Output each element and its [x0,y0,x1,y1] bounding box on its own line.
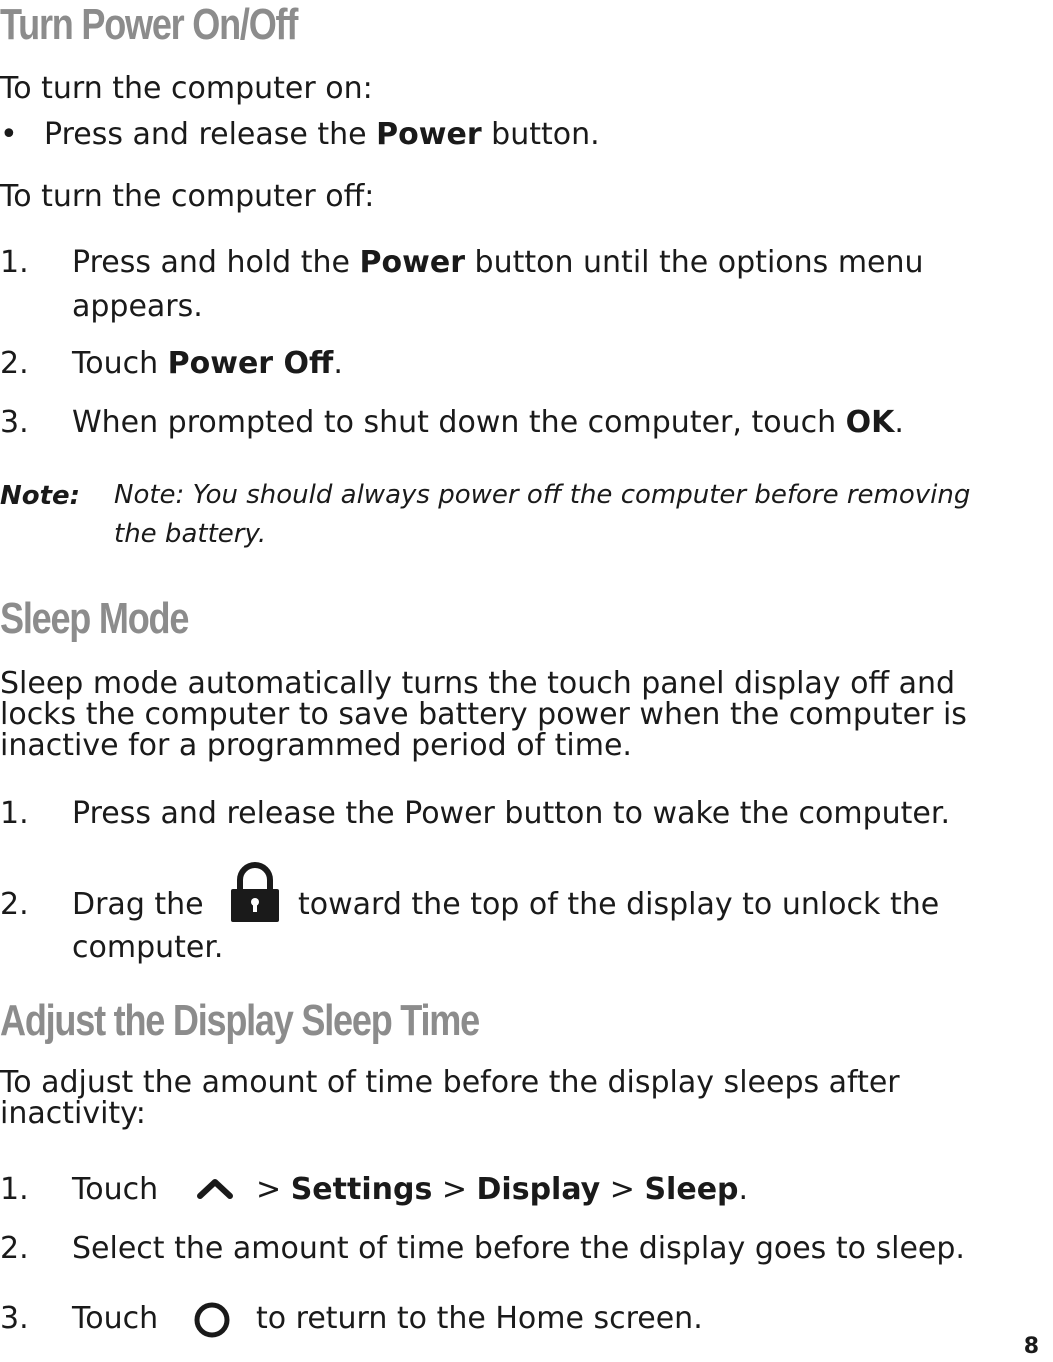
step-post: button until the options menu [465,245,924,280]
step-text: Drag the [72,887,204,922]
step-number: 2. [0,1231,29,1266]
paragraph-line: To adjust the amount of time before the display sleeps after [0,1065,900,1100]
step-text: Press and release the Power button to wake the computer. [72,796,950,831]
path-display: Display [476,1172,601,1207]
step-bold: OK [845,405,895,440]
paragraph-line: inactive for a programmed period of time. [0,728,632,763]
step-number: 1. [0,245,29,280]
paragraph-line: inactivity: [0,1096,146,1131]
step-bold: Power [359,245,465,280]
paragraph-line: locks the computer to save battery power when the computer is [0,697,967,732]
section-heading-sleep: Sleep Mode [0,594,189,643]
adjust-paragraph [0,1067,900,1129]
path-sleep: Sleep [644,1172,739,1207]
step-text [72,345,343,383]
step-text-continued: appears. [72,289,203,324]
power-on-intro: To turn the computer on: [0,71,373,106]
step-post: . [894,405,904,440]
step-number: 1. [0,796,29,831]
paragraph-line: Sleep mode automatically turns the touch panel display off and [0,666,956,701]
step-pre: Touch [72,346,168,381]
note-text: Note: You should always power off the computer before removing [114,480,971,510]
menu-path [256,1171,748,1209]
step-pre: When prompted to shut down the computer, touch [72,405,846,440]
lock-icon [228,862,282,924]
page-number: 8 [1023,1334,1039,1359]
bullet-item [0,116,600,154]
step-text [72,244,924,282]
home-circle-icon [192,1300,232,1340]
note-text-continued: the battery. [114,519,267,549]
step-number: 2. [0,887,29,922]
step-number: 1. [0,1172,29,1207]
path-end: . [738,1172,749,1207]
bullet-mark: • [0,117,18,152]
sleep-paragraph [0,668,967,761]
section-heading-adjust: Adjust the Display Sleep Time [0,996,479,1045]
step-bold: Power Off [167,346,334,381]
step-text: toward the top of the display to unlock the [298,887,940,922]
step-text: to return to the Home screen. [256,1301,703,1336]
step-number: 3. [0,405,29,440]
step-text [72,404,904,442]
step-number: 2. [0,346,29,381]
path-separator: > [256,1172,282,1207]
step-post: . [333,346,343,381]
step-text: Touch [72,1301,159,1336]
power-label: Power [376,117,482,152]
note-label: Note: [0,481,81,511]
step-text: Select the amount of time before the display goes to sleep. [72,1231,965,1266]
chevron-up-icon [195,1176,235,1202]
path-separator: > [609,1172,635,1207]
bullet-text [44,116,600,154]
bullet-pre: Press and release the [44,117,377,152]
step-pre: Press and hold the [72,245,360,280]
power-off-intro: To turn the computer off: [0,179,375,214]
path-separator: > [441,1172,467,1207]
step-number: 3. [0,1301,29,1336]
step-text-continued: computer. [72,930,224,965]
bullet-post: button. [481,117,600,152]
section-heading-power: Turn Power On/Off [0,0,298,49]
step-text: Touch [72,1172,159,1207]
path-settings: Settings [290,1172,433,1207]
